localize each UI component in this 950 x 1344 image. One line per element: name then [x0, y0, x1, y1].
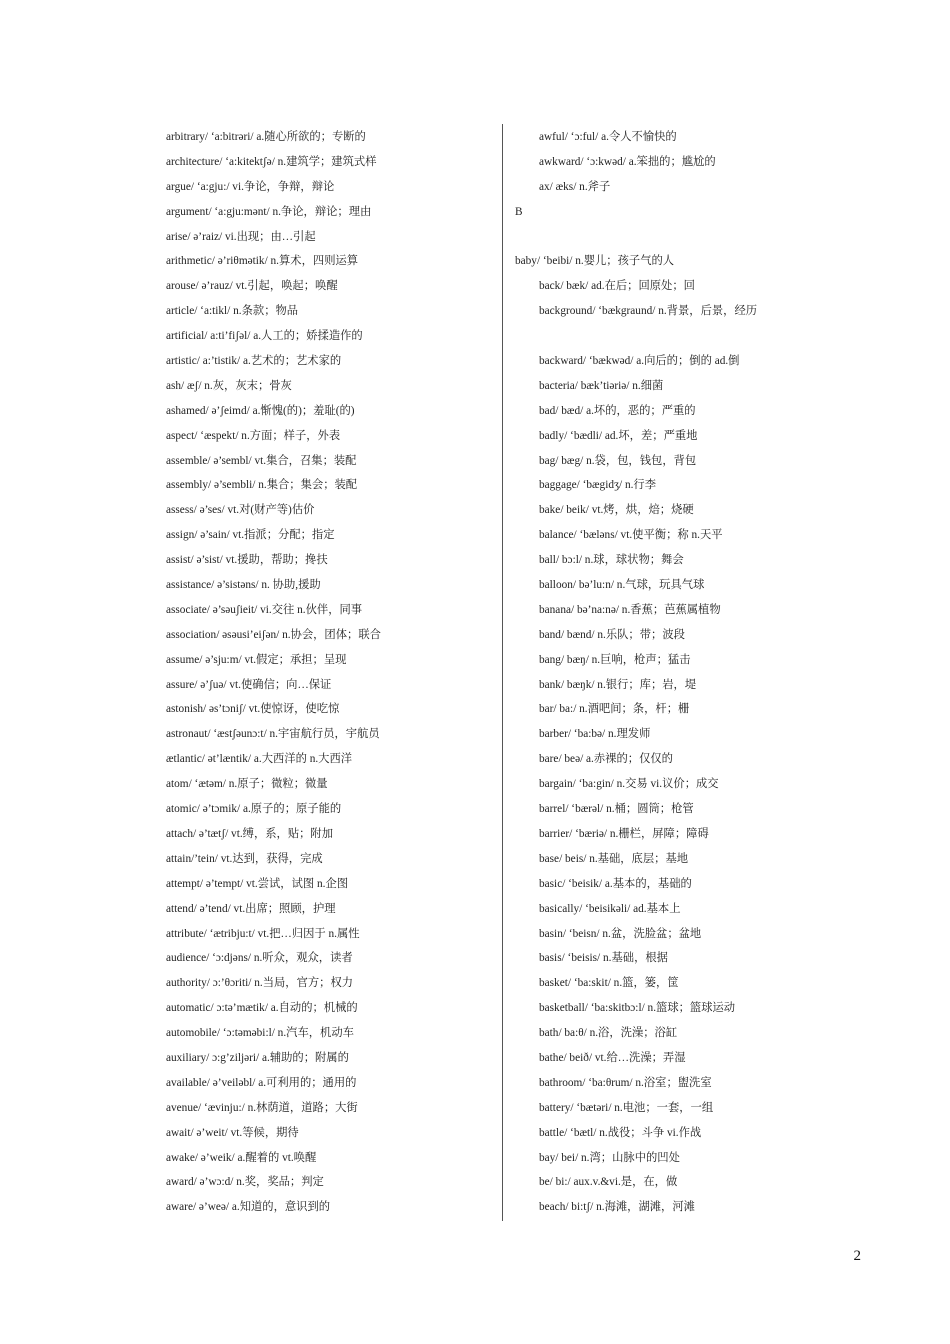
- vocab-entry: assistance/ ə’sistəns/ n. 协助,援助: [166, 579, 321, 592]
- vocab-entry: balance/ ‘bæləns/ vt.使平衡；称 n.天平: [539, 529, 723, 542]
- vocab-entry: bacteria/ bæk’tiəriə/ n.细菌: [539, 379, 664, 392]
- vocab-entry: assist/ ə’sist/ vt.援助，帮助；搀扶: [166, 554, 328, 567]
- vocab-entry: automobile/ ‘ɔ:təməbi:l/ n.汽车，机动车: [166, 1027, 354, 1040]
- vocab-entry: battle/ ‘bætl/ n.战役；斗争 vi.作战: [539, 1126, 702, 1139]
- vocab-entry: atom/ ‘ætəm/ n.原子；微粒；微量: [166, 778, 328, 791]
- vocab-entry: bank/ bæŋk/ n.银行；库；岩，堤: [539, 678, 697, 691]
- vocab-entry: basis/ ‘beisis/ n.基础，根据: [539, 952, 668, 965]
- vocab-entry: bake/ beik/ vt.烤，烘，焙；烧硬: [539, 504, 694, 517]
- vocab-entry: auxiliary/ ɔ:g’ziljəri/ a.辅助的；附属的: [166, 1051, 349, 1064]
- vocab-entry: [515, 324, 875, 349]
- vocab-entry: astronaut/ ‘æstʃəunɔ:t/ n.宇宙航行员，宇航员: [166, 728, 380, 741]
- vocab-entry: ball/ bɔ:l/ n.球，球状物；舞会: [539, 554, 684, 567]
- vocab-entry: awful/ ‘ɔ:ful/ a.令人不愉快的: [539, 131, 677, 143]
- vocab-entry: arbitrary/ ‘a:bitrəri/ a.随心所欲的；专断的: [166, 131, 366, 143]
- vocab-entry: baby/ ‘beibi/ n.婴儿；孩子气的人: [515, 255, 675, 268]
- vocab-entry: awake/ ə’weik/ a.醒着的 vt.唤醒: [166, 1151, 317, 1164]
- vocab-entry: bar/ ba:/ n.酒吧间；条，杆；栅: [539, 703, 690, 716]
- vocab-entry: back/ bæk/ ad.在后；回原处；回: [539, 280, 695, 293]
- vocab-entry: bargain/ ‘ba:gin/ n.交易 vi.议价；成交: [539, 778, 719, 791]
- vocab-entry: astonish/ əs’tɔniʃ/ vt.使惊讶，使吃惊: [166, 703, 340, 716]
- vocab-entry: basketball/ ‘ba:skitbɔ:l/ n.篮球；篮球运动: [539, 1002, 736, 1015]
- vocab-entry: await/ ə’weit/ vt.等候，期待: [166, 1126, 299, 1139]
- vocab-entry: assembly/ ə’sembli/ n.集合；集会；装配: [166, 479, 358, 492]
- vocab-entry: atomic/ ə’tɔmik/ a.原子的；原子能的: [166, 803, 342, 816]
- vocab-entry: banana/ bə’na:nə/ n.香蕉；芭蕉属植物: [539, 603, 721, 616]
- vocab-entry: attain/’tein/ vt.达到，获得，完成: [166, 852, 323, 865]
- vocab-entry: bath/ ba:θ/ n.浴，洗澡；浴缸: [539, 1027, 678, 1040]
- vocab-entry: artistic/ a:’tistik/ a.艺术的；艺术家的: [166, 355, 342, 368]
- vocab-entry: bang/ bæŋ/ n.巨响，枪声；猛击: [539, 653, 691, 666]
- vocab-entry: barrier/ ‘bæriə/ n.栅栏，屏障；障碍: [539, 827, 709, 840]
- vocab-entry: bathe/ beið/ vt.给…洗澡；弄湿: [539, 1051, 686, 1064]
- vocab-entry: authority/ ɔ:’θɔriti/ n.当局，官方；权力: [166, 977, 354, 990]
- vocab-entry: band/ bænd/ n.乐队；带；波段: [539, 628, 685, 641]
- vocab-entry: barrel/ ‘bærəl/ n.桶；圆筒；枪管: [539, 803, 694, 816]
- vocab-entry: balloon/ bə’lu:n/ n.气球，玩具气球: [539, 579, 705, 592]
- vocab-entry: assume/ ə’sju:m/ vt.假定；承担；呈现: [166, 653, 347, 666]
- vocab-entry: arise/ ə’raiz/ vi.出现；由…引起: [166, 230, 316, 243]
- vocab-entry: arithmetic/ ə’riθmətik/ n.算术，四则运算: [166, 255, 359, 268]
- vocab-entry: aware/ ə’weə/ a.知道的，意识到的: [166, 1201, 331, 1214]
- vocab-entry: arouse/ ə’rauz/ vt.引起，唤起；唤醒: [166, 280, 338, 293]
- vocab-entry: ætlantic/ ət’læntik/ a.大西洋的 n.大西洋: [166, 753, 353, 766]
- vocab-entry: badly/ ‘bædli/ ad.坏，差；严重地: [539, 429, 698, 442]
- vocab-entry: ax/ æks/ n.斧子: [539, 180, 611, 193]
- vocab-entry: attempt/ ə’tempt/ vt.尝试，试图 n.企图: [166, 877, 349, 890]
- vocab-entry: assemble/ ə’sembl/ vt.集合，召集；装配: [166, 454, 357, 467]
- vocab-entry: base/ beis/ n.基础，底层；基地: [539, 852, 689, 865]
- vocab-entry: bay/ bei/ n.湾；山脉中的凹处: [539, 1151, 680, 1164]
- vocab-entry: battery/ ‘bætəri/ n.电池；一套，一组: [539, 1101, 714, 1114]
- vocab-entry: assign/ ə’sain/ vt.指派；分配；指定: [166, 529, 335, 542]
- vocab-entry: audience/ ‘ɔ:djəns/ n.听众，观众，读者: [166, 952, 353, 965]
- vocab-entry: ash/ æʃ/ n.灰，灰末；骨灰: [166, 379, 292, 392]
- vocab-entry: basin/ ‘beisn/ n.盆，洗脸盆；盆地: [539, 927, 702, 940]
- vocab-entry: baggage/ ‘bægidʒ/ n.行李: [539, 479, 657, 492]
- vocab-entry: bathroom/ ‘ba:θrum/ n.浴室；盥洗室: [539, 1076, 712, 1089]
- vocab-entry: aspect/ ‘æspekt/ n.方面；样子，外表: [166, 429, 341, 442]
- vocab-entry: attach/ ə’tætʃ/ vt.缚，系，贴；附加: [166, 827, 334, 840]
- vocab-entry: backward/ ‘bækwəd/ a.向后的；倒的 ad.倒: [539, 355, 740, 368]
- vocab-entry: ashamed/ ə’ʃeimd/ a.惭愧(的)；羞耻(的): [166, 404, 355, 417]
- vocab-entry: argument/ ‘a:gju:mənt/ n.争论，辩论；理由: [166, 205, 372, 218]
- vocab-entry: barber/ ‘ba:bə/ n.理发师: [539, 728, 651, 741]
- vocab-entry: associate/ ə’səuʃieit/ vi.交往 n.伙伴，同事: [166, 603, 363, 616]
- page-number: 2: [853, 1248, 861, 1264]
- vocab-entry: beach/ bi:tʃ/ n.海滩，湖滩，河滩: [539, 1201, 695, 1214]
- vocab-entry: attend/ ə’tend/ vt.出席；照顾，护理: [166, 902, 336, 915]
- left-column: [166, 125, 496, 1220]
- vocab-entry: background/ ‘bækgraund/ n.背景，后景，经历: [539, 305, 758, 318]
- vocab-entry: available/ ə’veiləbl/ a.可利用的；通用的: [166, 1076, 357, 1089]
- vocab-entry: be/ bi:/ aux.v.&vi.是，在，做: [539, 1176, 678, 1189]
- vocab-entry: basket/ ‘ba:skit/ n.篮，篓，筐: [539, 977, 679, 990]
- vocab-entry: bare/ beə/ a.赤裸的；仅仅的: [539, 753, 673, 766]
- section-letter: B: [515, 205, 523, 218]
- vocab-entry: basic/ ‘beisik/ a.基本的，基础的: [539, 877, 692, 890]
- vocab-entry: bad/ bæd/ a.坏的，恶的；严重的: [539, 404, 696, 417]
- vocab-entry: bag/ bæg/ n.袋，包，钱包，背包: [539, 454, 697, 467]
- vocab-entry: architecture/ ‘a:kitektʃə/ n.建筑学；建筑式样: [166, 155, 377, 168]
- vocab-entry: avenue/ ‘ævinju:/ n.林荫道，道路；大街: [166, 1101, 358, 1114]
- vocab-entry: article/ ‘a:tikl/ n.条款；物品: [166, 305, 299, 318]
- vocab-entry: artificial/ a:ti’fiʃəl/ a.人工的；娇揉造作的: [166, 330, 363, 343]
- vocab-entry: basically/ ‘beisikəli/ ad.基本上: [539, 902, 681, 915]
- vocab-entry: association/ əsəusi’eiʃən/ n.协会，团体；联合: [166, 628, 381, 641]
- vocab-entry: automatic/ ɔ:tə’mætik/ a.自动的；机械的: [166, 1002, 358, 1015]
- vocab-entry: [515, 225, 875, 250]
- vocab-entry: argue/ ‘a:gju:/ vi.争论，争辩，辩论: [166, 180, 335, 193]
- right-column: [515, 125, 875, 1220]
- vocab-entry: award/ ə’wɔ:d/ n.奖，奖品；判定: [166, 1176, 324, 1189]
- column-divider: [502, 124, 503, 1221]
- vocab-entry: assure/ ə’ʃuə/ vt.使确信；向…保证: [166, 678, 332, 691]
- vocab-entry: assess/ ə’ses/ vt.对(财产等)估价: [166, 504, 315, 517]
- vocab-entry: awkward/ ‘ɔ:kwəd/ a.笨拙的；尴尬的: [539, 155, 716, 168]
- vocab-entry: attribute/ ‘ætribju:t/ vt.把…归因于 n.属性: [166, 927, 360, 940]
